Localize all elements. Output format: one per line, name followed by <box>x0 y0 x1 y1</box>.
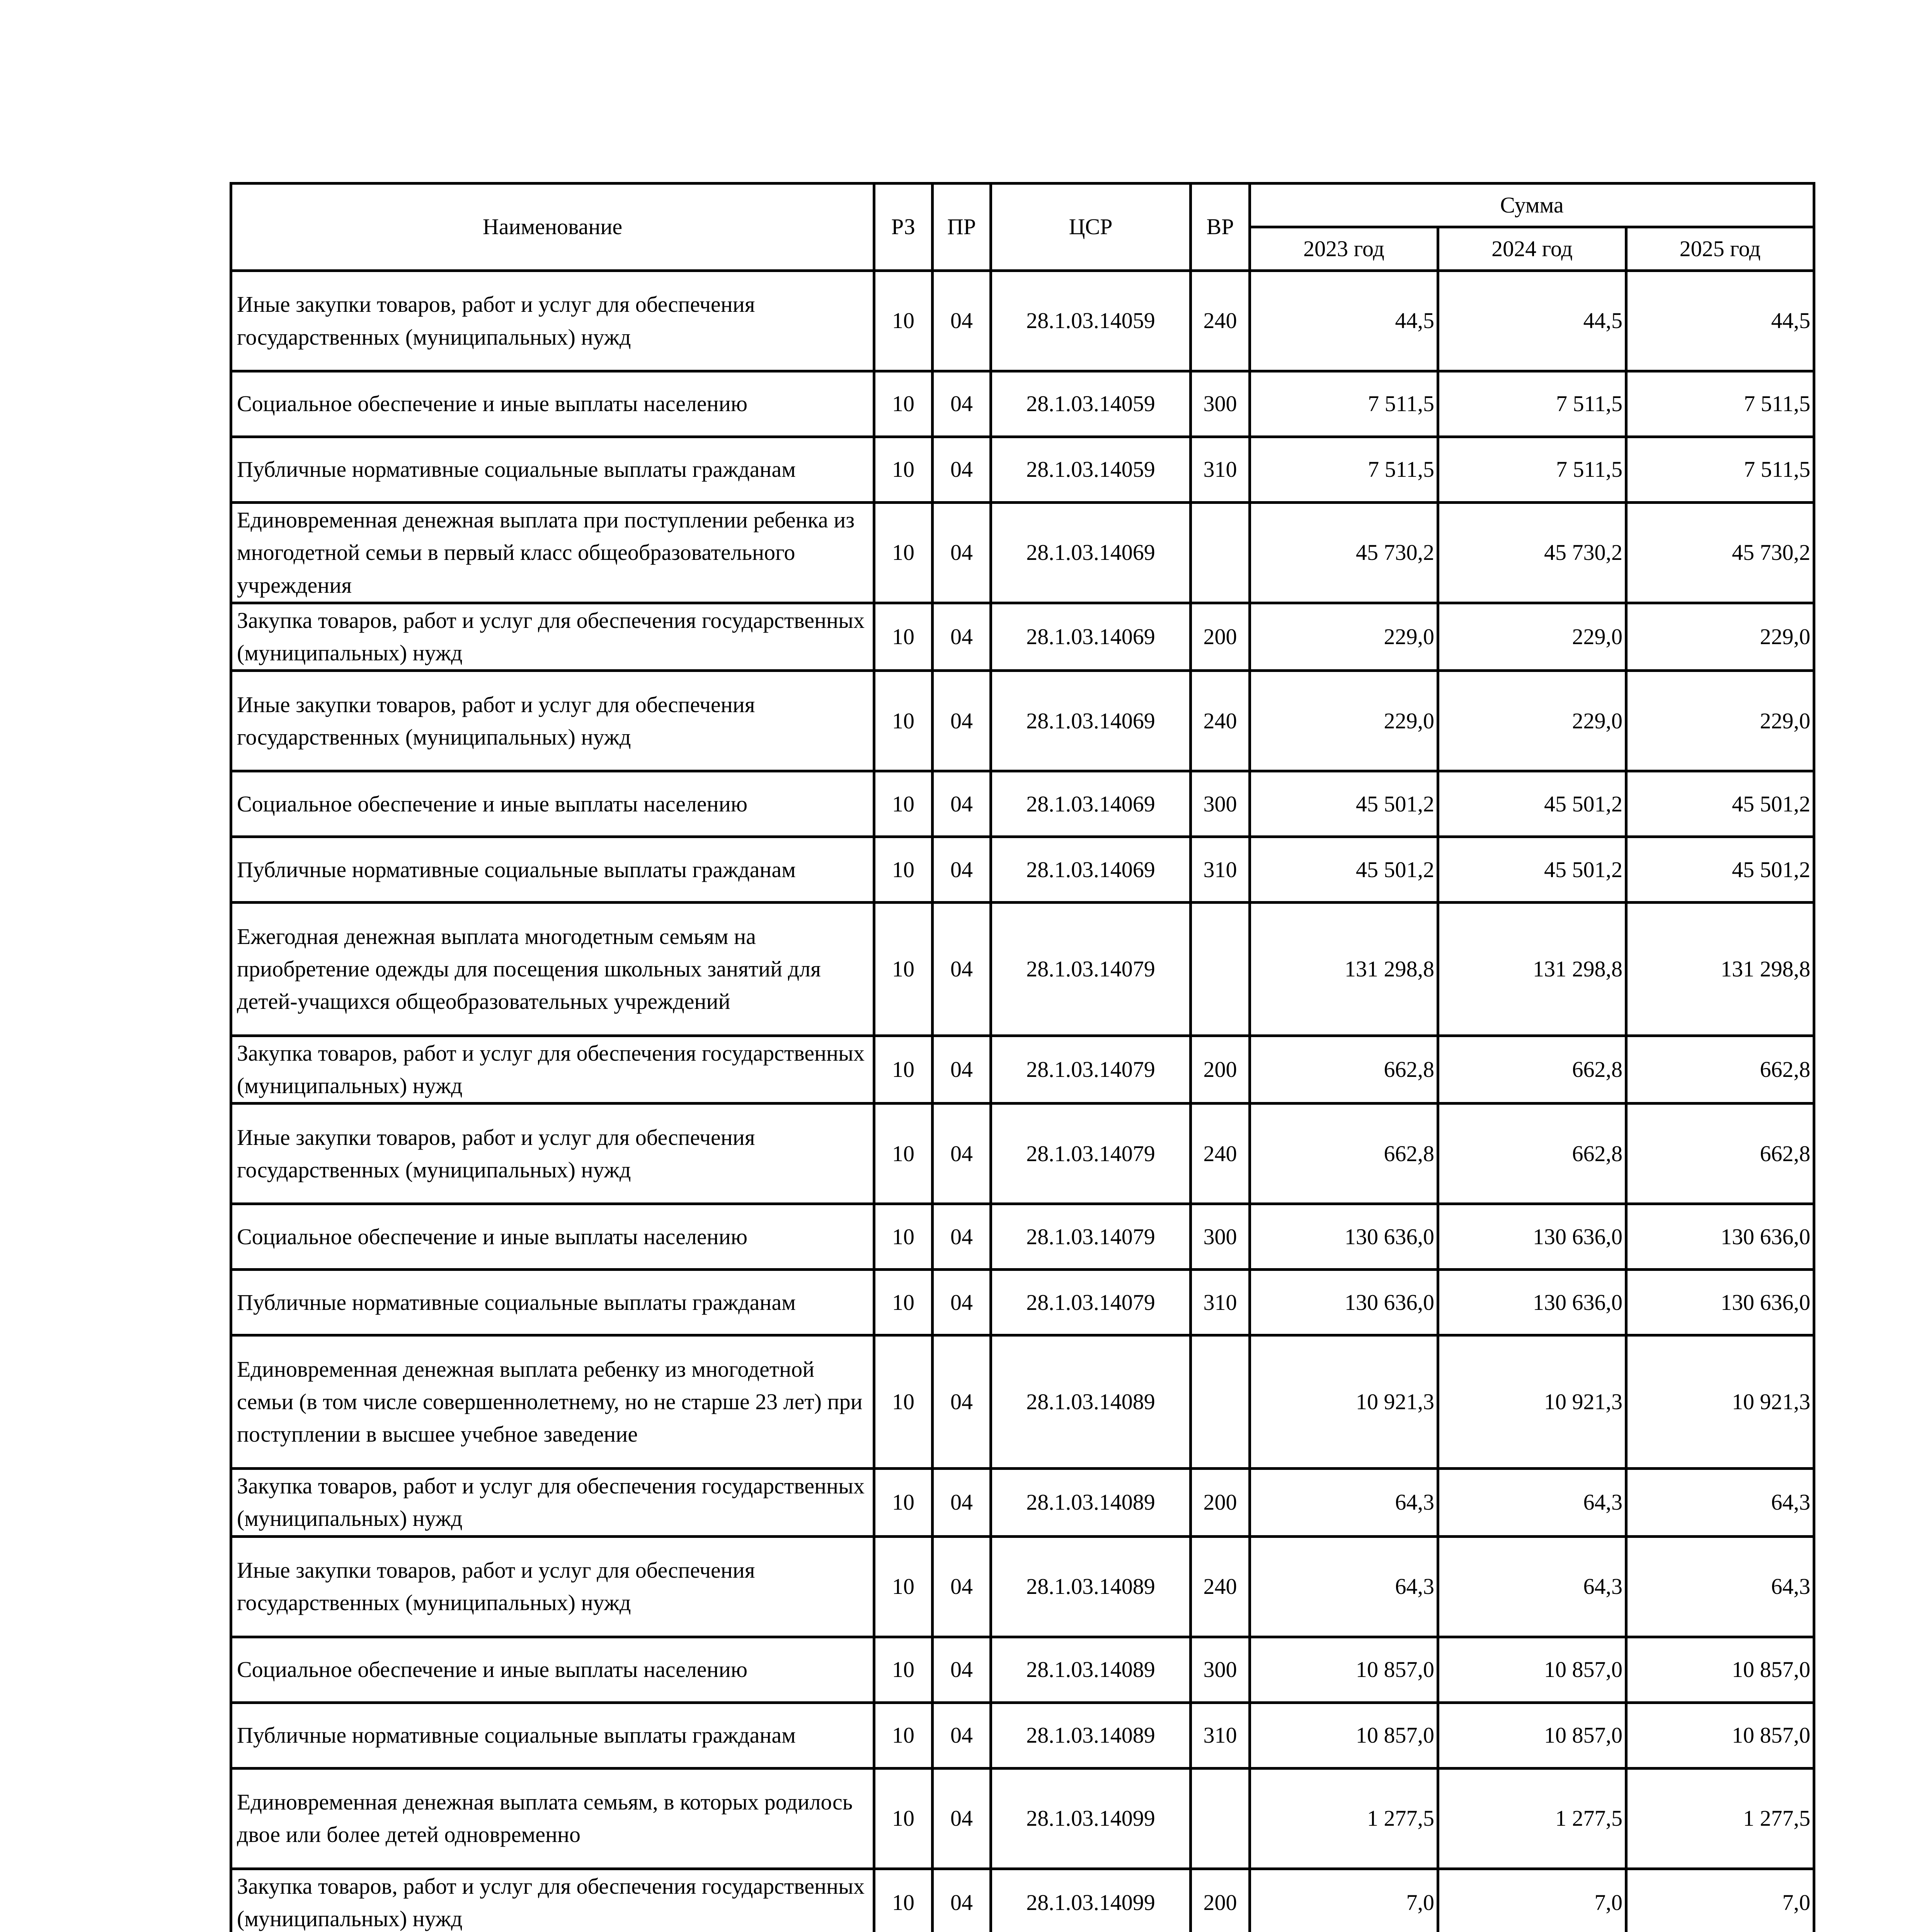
cell-csr: 28.1.03.14079 <box>991 1270 1191 1335</box>
cell-rz: 10 <box>874 503 933 603</box>
cell-sum-2023: 229,0 <box>1250 671 1438 771</box>
cell-rz: 10 <box>874 903 933 1036</box>
cell-csr: 28.1.03.14079 <box>991 1104 1191 1204</box>
cell-rz: 10 <box>874 437 933 503</box>
cell-vr <box>1191 503 1250 603</box>
cell-sum-2025: 130 636,0 <box>1626 1270 1814 1335</box>
table-row <box>231 1869 1814 1932</box>
cell-sum-2023: 10 857,0 <box>1250 1637 1438 1702</box>
cell-name: Иные закупки товаров, работ и услуг для обеспечения государственных (муниципальных) нужд <box>231 271 874 371</box>
table-row <box>231 671 1814 771</box>
cell-csr: 28.1.03.14089 <box>991 1469 1191 1536</box>
header-csr: ЦСР <box>991 184 1191 271</box>
cell-sum-2024: 45 501,2 <box>1438 771 1626 837</box>
cell-sum-2023: 45 501,2 <box>1250 837 1438 903</box>
cell-sum-2025: 64,3 <box>1626 1469 1814 1536</box>
cell-sum-2024: 229,0 <box>1438 603 1626 671</box>
table-row <box>231 1702 1814 1768</box>
cell-csr: 28.1.03.14069 <box>991 671 1191 771</box>
cell-sum-2024: 131 298,8 <box>1438 903 1626 1036</box>
cell-rz: 10 <box>874 271 933 371</box>
cell-sum-2023: 130 636,0 <box>1250 1270 1438 1335</box>
table-body <box>231 271 1814 1932</box>
cell-sum-2023: 131 298,8 <box>1250 903 1438 1036</box>
cell-pr: 04 <box>933 1036 991 1104</box>
table-row <box>231 903 1814 1036</box>
cell-sum-2024: 130 636,0 <box>1438 1270 1626 1335</box>
cell-sum-2025: 45 501,2 <box>1626 771 1814 837</box>
cell-name: Публичные нормативные социальные выплаты гражданам <box>231 437 874 503</box>
cell-sum-2024: 45 501,2 <box>1438 837 1626 903</box>
table-row <box>231 503 1814 603</box>
cell-sum-2025: 45 501,2 <box>1626 837 1814 903</box>
cell-rz: 10 <box>874 837 933 903</box>
cell-pr: 04 <box>933 1768 991 1869</box>
cell-pr: 04 <box>933 437 991 503</box>
table-row <box>231 1036 1814 1104</box>
cell-sum-2025: 130 636,0 <box>1626 1204 1814 1270</box>
table-header <box>231 184 1814 271</box>
cell-sum-2023: 130 636,0 <box>1250 1204 1438 1270</box>
cell-pr: 04 <box>933 1270 991 1335</box>
cell-rz: 10 <box>874 1469 933 1536</box>
cell-sum-2024: 229,0 <box>1438 671 1626 771</box>
table-row <box>231 771 1814 837</box>
header-sum: Сумма <box>1250 184 1814 227</box>
cell-pr: 04 <box>933 671 991 771</box>
cell-sum-2025: 10 921,3 <box>1626 1335 1814 1469</box>
table-row <box>231 1469 1814 1536</box>
cell-vr: 200 <box>1191 1469 1250 1536</box>
cell-vr: 300 <box>1191 771 1250 837</box>
header-rz: РЗ <box>874 184 933 271</box>
cell-rz: 10 <box>874 1702 933 1768</box>
cell-pr: 04 <box>933 1104 991 1204</box>
cell-sum-2025: 131 298,8 <box>1626 903 1814 1036</box>
cell-name: Единовременная денежная выплата при поступлении ребенка из многодетной семьи в первый класс общеобразовательного учреждения <box>231 503 874 603</box>
cell-sum-2023: 64,3 <box>1250 1536 1438 1637</box>
cell-name: Иные закупки товаров, работ и услуг для обеспечения государственных (муниципальных) нужд <box>231 1104 874 1204</box>
cell-vr: 240 <box>1191 271 1250 371</box>
cell-sum-2024: 130 636,0 <box>1438 1204 1626 1270</box>
table-row <box>231 837 1814 903</box>
cell-csr: 28.1.03.14089 <box>991 1637 1191 1702</box>
cell-sum-2024: 662,8 <box>1438 1036 1626 1104</box>
cell-pr: 04 <box>933 371 991 437</box>
cell-sum-2025: 1 277,5 <box>1626 1768 1814 1869</box>
cell-vr: 310 <box>1191 837 1250 903</box>
cell-rz: 10 <box>874 1768 933 1869</box>
cell-csr: 28.1.03.14079 <box>991 1036 1191 1104</box>
cell-name: Закупка товаров, работ и услуг для обеспечения государственных (муниципальных) нужд <box>231 603 874 671</box>
cell-sum-2025: 10 857,0 <box>1626 1702 1814 1768</box>
cell-vr: 200 <box>1191 603 1250 671</box>
table-row <box>231 271 1814 371</box>
cell-csr: 28.1.03.14059 <box>991 437 1191 503</box>
cell-name: Иные закупки товаров, работ и услуг для обеспечения государственных (муниципальных) нужд <box>231 1536 874 1637</box>
header-vr: ВР <box>1191 184 1250 271</box>
cell-vr: 310 <box>1191 1270 1250 1335</box>
cell-vr <box>1191 1768 1250 1869</box>
cell-sum-2024: 7 511,5 <box>1438 371 1626 437</box>
cell-sum-2025: 45 730,2 <box>1626 503 1814 603</box>
header-year-2025: 2025 год <box>1626 227 1814 271</box>
cell-sum-2024: 7,0 <box>1438 1869 1626 1932</box>
cell-sum-2023: 7 511,5 <box>1250 371 1438 437</box>
cell-name: Иные закупки товаров, работ и услуг для обеспечения государственных (муниципальных) нужд <box>231 671 874 771</box>
cell-rz: 10 <box>874 1335 933 1469</box>
cell-pr: 04 <box>933 1469 991 1536</box>
cell-sum-2024: 45 730,2 <box>1438 503 1626 603</box>
cell-sum-2023: 7 511,5 <box>1250 437 1438 503</box>
cell-sum-2023: 45 501,2 <box>1250 771 1438 837</box>
cell-sum-2023: 662,8 <box>1250 1104 1438 1204</box>
table-row <box>231 1637 1814 1702</box>
cell-sum-2025: 229,0 <box>1626 671 1814 771</box>
cell-pr: 04 <box>933 503 991 603</box>
cell-sum-2023: 10 857,0 <box>1250 1702 1438 1768</box>
cell-sum-2023: 229,0 <box>1250 603 1438 671</box>
cell-vr <box>1191 903 1250 1036</box>
cell-sum-2023: 1 277,5 <box>1250 1768 1438 1869</box>
cell-csr: 28.1.03.14059 <box>991 271 1191 371</box>
cell-rz: 10 <box>874 1270 933 1335</box>
table-row <box>231 1536 1814 1637</box>
cell-sum-2023: 45 730,2 <box>1250 503 1438 603</box>
cell-pr: 04 <box>933 1536 991 1637</box>
cell-vr: 200 <box>1191 1869 1250 1932</box>
cell-name: Публичные нормативные социальные выплаты гражданам <box>231 837 874 903</box>
cell-csr: 28.1.03.14069 <box>991 837 1191 903</box>
cell-csr: 28.1.03.14079 <box>991 1204 1191 1270</box>
cell-pr: 04 <box>933 271 991 371</box>
table-row <box>231 1768 1814 1869</box>
cell-sum-2025: 10 857,0 <box>1626 1637 1814 1702</box>
cell-vr: 240 <box>1191 1104 1250 1204</box>
cell-sum-2025: 7,0 <box>1626 1869 1814 1932</box>
cell-name: Публичные нормативные социальные выплаты гражданам <box>231 1702 874 1768</box>
header-year-2023: 2023 год <box>1250 227 1438 271</box>
header-pr: ПР <box>933 184 991 271</box>
cell-vr: 310 <box>1191 437 1250 503</box>
cell-sum-2025: 7 511,5 <box>1626 371 1814 437</box>
cell-sum-2023: 10 921,3 <box>1250 1335 1438 1469</box>
cell-pr: 04 <box>933 1702 991 1768</box>
cell-rz: 10 <box>874 671 933 771</box>
cell-sum-2023: 662,8 <box>1250 1036 1438 1104</box>
cell-pr: 04 <box>933 603 991 671</box>
cell-rz: 10 <box>874 1637 933 1702</box>
header-year-2024: 2024 год <box>1438 227 1626 271</box>
cell-pr: 04 <box>933 1335 991 1469</box>
cell-rz: 10 <box>874 771 933 837</box>
cell-sum-2024: 44,5 <box>1438 271 1626 371</box>
cell-csr: 28.1.03.14079 <box>991 903 1191 1036</box>
table-row <box>231 1104 1814 1204</box>
cell-sum-2025: 64,3 <box>1626 1536 1814 1637</box>
cell-name: Закупка товаров, работ и услуг для обеспечения государственных (муниципальных) нужд <box>231 1036 874 1104</box>
cell-csr: 28.1.03.14089 <box>991 1536 1191 1637</box>
table-row <box>231 1270 1814 1335</box>
cell-name: Социальное обеспечение и иные выплаты населению <box>231 1637 874 1702</box>
cell-pr: 04 <box>933 1637 991 1702</box>
cell-sum-2023: 7,0 <box>1250 1869 1438 1932</box>
cell-csr: 28.1.03.14099 <box>991 1869 1191 1932</box>
cell-sum-2024: 64,3 <box>1438 1536 1626 1637</box>
table-row <box>231 1204 1814 1270</box>
cell-sum-2024: 7 511,5 <box>1438 437 1626 503</box>
cell-sum-2023: 44,5 <box>1250 271 1438 371</box>
cell-csr: 28.1.03.14089 <box>991 1702 1191 1768</box>
cell-csr: 28.1.03.14099 <box>991 1768 1191 1869</box>
cell-rz: 10 <box>874 1104 933 1204</box>
cell-pr: 04 <box>933 903 991 1036</box>
cell-vr <box>1191 1335 1250 1469</box>
cell-name: Единовременная денежная выплата ребенку из многодетной семьи (в том числе совершеннолетнему, но не старше 23 лет) при поступлении в высшее учебное заведение <box>231 1335 874 1469</box>
cell-csr: 28.1.03.14069 <box>991 771 1191 837</box>
cell-csr: 28.1.03.14059 <box>991 371 1191 437</box>
cell-name: Социальное обеспечение и иные выплаты населению <box>231 1204 874 1270</box>
cell-sum-2025: 7 511,5 <box>1626 437 1814 503</box>
cell-sum-2025: 662,8 <box>1626 1036 1814 1104</box>
cell-sum-2024: 10 921,3 <box>1438 1335 1626 1469</box>
cell-rz: 10 <box>874 1204 933 1270</box>
cell-name: Социальное обеспечение и иные выплаты населению <box>231 771 874 837</box>
cell-vr: 310 <box>1191 1702 1250 1768</box>
table-row <box>231 437 1814 503</box>
cell-vr: 240 <box>1191 1536 1250 1637</box>
cell-sum-2024: 662,8 <box>1438 1104 1626 1204</box>
cell-rz: 10 <box>874 1036 933 1104</box>
cell-pr: 04 <box>933 1204 991 1270</box>
cell-rz: 10 <box>874 1536 933 1637</box>
cell-vr: 200 <box>1191 1036 1250 1104</box>
cell-vr: 240 <box>1191 671 1250 771</box>
cell-pr: 04 <box>933 771 991 837</box>
cell-name: Закупка товаров, работ и услуг для обеспечения государственных (муниципальных) нужд <box>231 1469 874 1536</box>
cell-rz: 10 <box>874 371 933 437</box>
cell-csr: 28.1.03.14089 <box>991 1335 1191 1469</box>
cell-sum-2025: 44,5 <box>1626 271 1814 371</box>
cell-name: Единовременная денежная выплата семьям, в которых родилось двое или более детей одновременно <box>231 1768 874 1869</box>
table-row <box>231 603 1814 671</box>
cell-sum-2023: 64,3 <box>1250 1469 1438 1536</box>
cell-vr: 300 <box>1191 371 1250 437</box>
cell-pr: 04 <box>933 1869 991 1932</box>
cell-name: Закупка товаров, работ и услуг для обеспечения государственных (муниципальных) нужд <box>231 1869 874 1932</box>
cell-sum-2024: 1 277,5 <box>1438 1768 1626 1869</box>
cell-csr: 28.1.03.14069 <box>991 603 1191 671</box>
cell-sum-2025: 229,0 <box>1626 603 1814 671</box>
cell-sum-2024: 64,3 <box>1438 1469 1626 1536</box>
cell-csr: 28.1.03.14069 <box>991 503 1191 603</box>
cell-sum-2025: 662,8 <box>1626 1104 1814 1204</box>
table-row <box>231 371 1814 437</box>
cell-sum-2024: 10 857,0 <box>1438 1702 1626 1768</box>
budget-table <box>230 182 1815 1932</box>
header-name: Наименование <box>231 184 874 271</box>
cell-name: Ежегодная денежная выплата многодетным семьям на приобретение одежды для посещения школьных занятий для детей-учащихся общеобразовательных учреждений <box>231 903 874 1036</box>
cell-pr: 04 <box>933 837 991 903</box>
cell-vr: 300 <box>1191 1204 1250 1270</box>
cell-vr: 300 <box>1191 1637 1250 1702</box>
table-row <box>231 1335 1814 1469</box>
cell-rz: 10 <box>874 1869 933 1932</box>
cell-name: Публичные нормативные социальные выплаты гражданам <box>231 1270 874 1335</box>
cell-rz: 10 <box>874 603 933 671</box>
cell-name: Социальное обеспечение и иные выплаты населению <box>231 371 874 437</box>
cell-sum-2024: 10 857,0 <box>1438 1637 1626 1702</box>
